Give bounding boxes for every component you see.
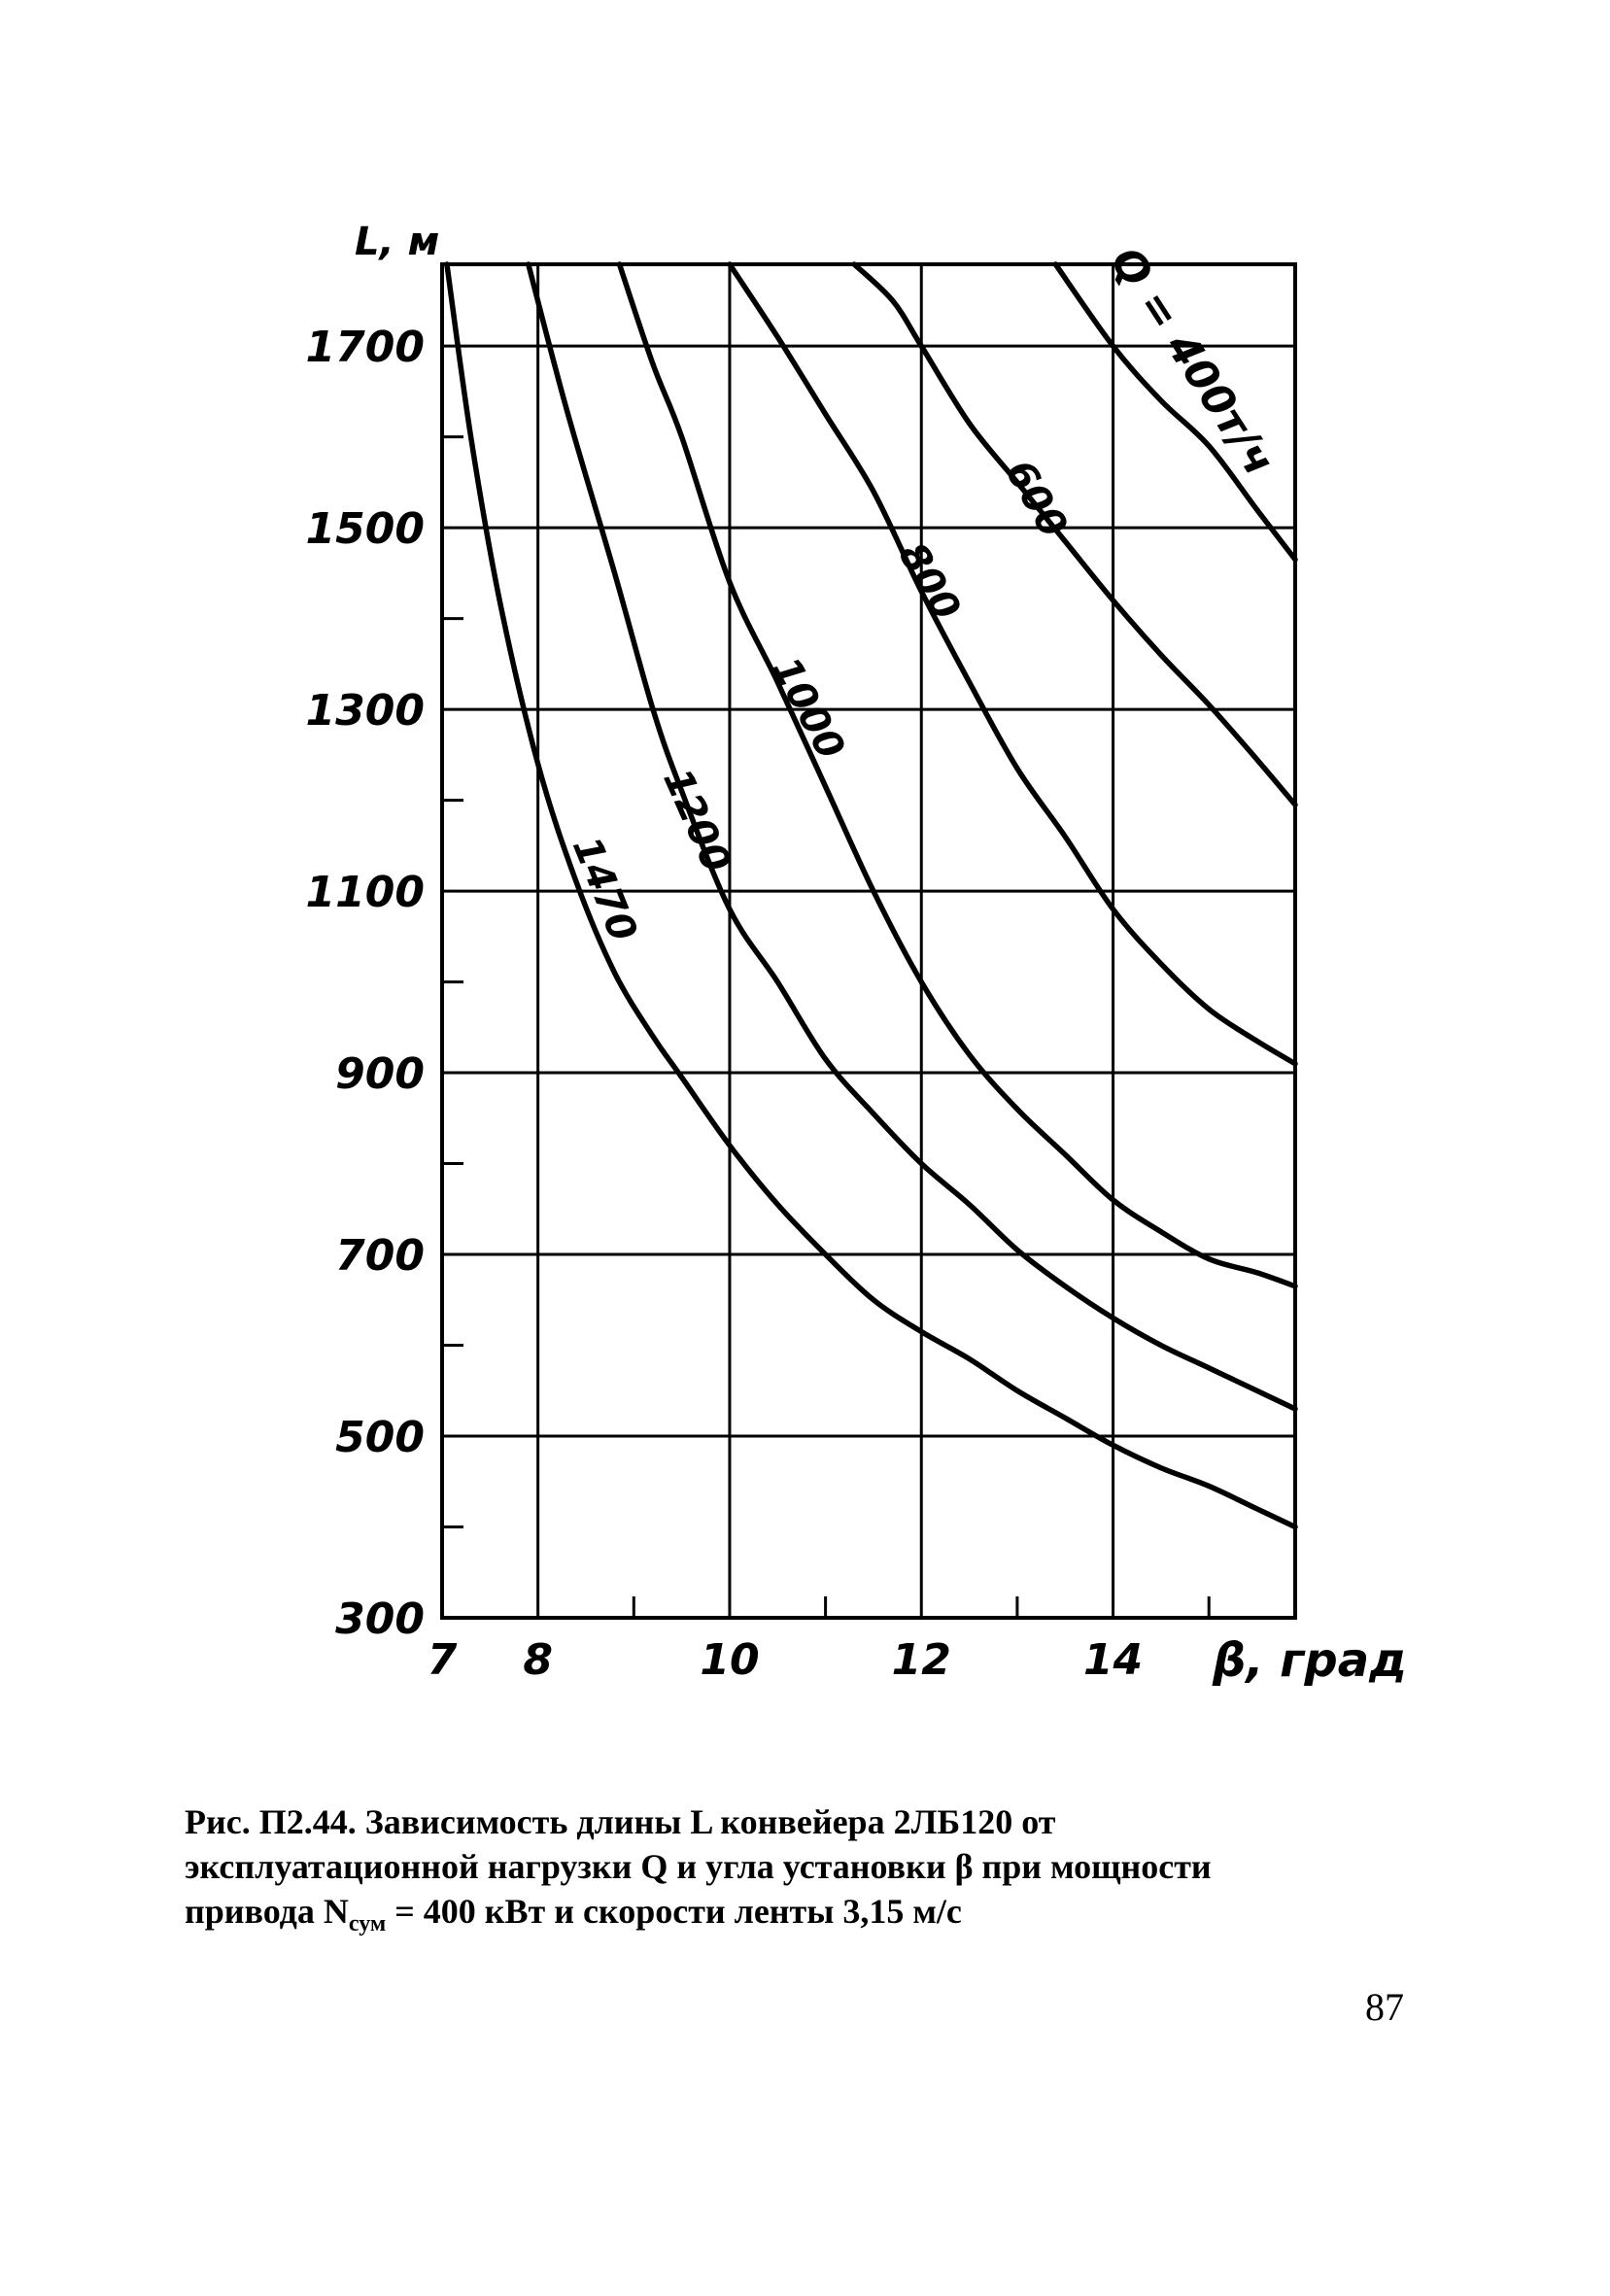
- y-axis-label: L, м: [355, 220, 440, 264]
- caption-line-3-end: = 400 кВт и скорости ленты 3,15 м/с: [386, 1892, 962, 1931]
- curve-1200: [529, 264, 1295, 1409]
- caption-subscript: сум: [348, 1911, 387, 1937]
- page-number: 87: [1365, 1985, 1404, 2029]
- y-tick-label-300: 300: [335, 1594, 425, 1644]
- y-tick-label-1100: 1100: [305, 868, 425, 918]
- x-tick-label-10: 10: [700, 1635, 760, 1685]
- y-tick-label-1300: 1300: [305, 686, 425, 737]
- caption-line-1: Рис. П2.44. Зависимость длины L конвейера 2ЛБ120 от: [185, 1802, 1056, 1841]
- chart-frame: [442, 264, 1295, 1618]
- y-tick-label-1500: 1500: [305, 504, 425, 555]
- y-tick-label-900: 900: [335, 1049, 425, 1100]
- caption-line-3: [185, 1889, 1414, 1946]
- curve-label-0: Q = 400т/ч: [1100, 238, 1285, 485]
- chart-grid: [442, 264, 1295, 1618]
- curve-label-4: 1200: [654, 762, 739, 879]
- y-tick-label-1700: 1700: [305, 323, 425, 373]
- x-tick-label-14: 14: [1082, 1635, 1144, 1685]
- y-tick-label-700: 700: [335, 1231, 425, 1282]
- chart-curves: [447, 264, 1295, 1527]
- curve-label-3: 1000: [763, 649, 853, 767]
- figure-caption: [185, 1799, 1414, 1946]
- x-tick-label-12: 12: [891, 1635, 951, 1685]
- curve-label-1: 600: [996, 452, 1077, 546]
- y-tick-label-500: 500: [335, 1413, 425, 1463]
- x-tick-label-8: 8: [523, 1635, 553, 1685]
- curve-label-2: 800: [889, 534, 970, 629]
- x-tick-label-7: 7: [427, 1635, 458, 1685]
- caption-line-2: эксплуатационной нагрузки Q и угла установки β при мощности: [185, 1847, 1212, 1886]
- caption-line-3-start: привода N: [185, 1892, 349, 1931]
- x-axis-label: β, град: [1213, 1633, 1407, 1688]
- curve-1470: [447, 264, 1295, 1527]
- curve-label-5: 1470: [563, 830, 646, 948]
- chart-ticks: [442, 437, 1209, 1618]
